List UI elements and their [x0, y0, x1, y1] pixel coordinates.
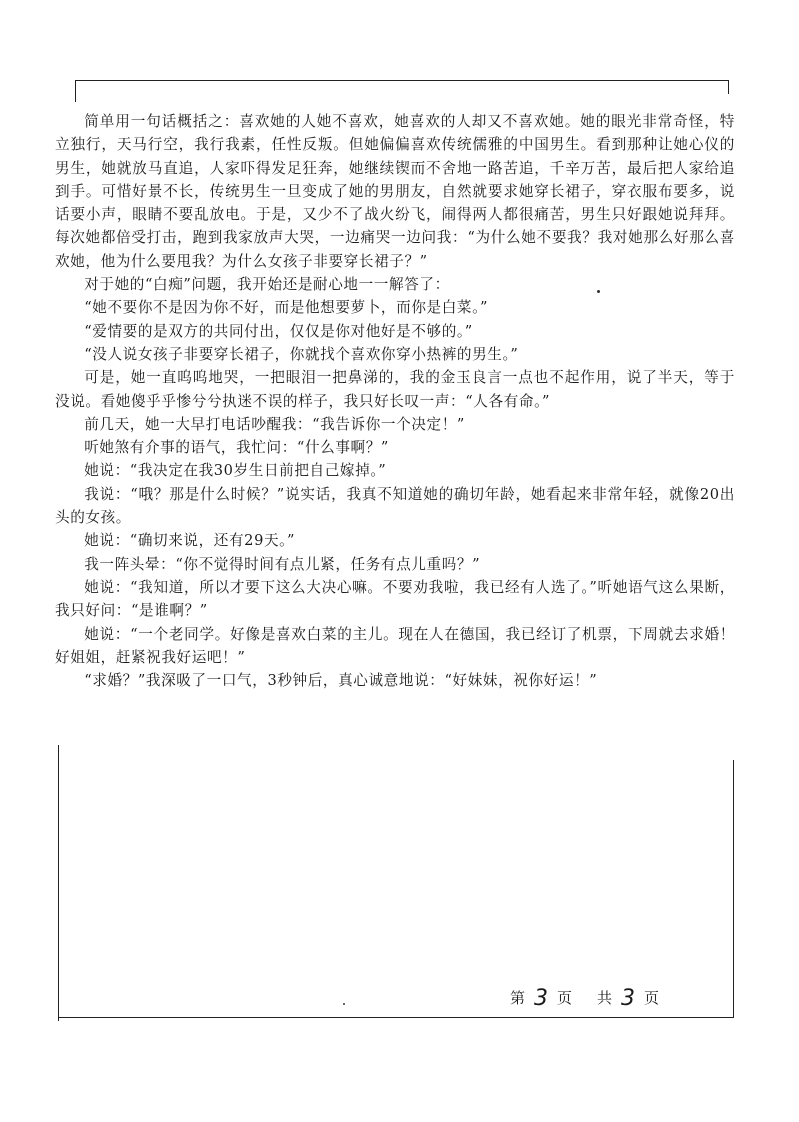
paragraph-10: 我说：“哦？那是什么时候？”说实话，我真不知道她的确切年龄，她看起来非常年轻，就像20出头的女孩。: [55, 485, 735, 527]
scan-speck: [343, 1003, 345, 1005]
paragraph-12: 我一阵头晕：“你不觉得时间有点儿紧，任务有点儿重吗？”: [84, 555, 481, 573]
page-counter: [510, 984, 660, 1009]
paragraph-11: 她说：“确切来说，还有29天。”: [84, 532, 296, 550]
paragraph-14: 她说：“一个老同学。好像是喜欢白菜的主儿。现在人在德国，我已经订了机票，下周就去求婚！好姐姐，赶紧祝我好运吧！”: [55, 625, 735, 666]
top-frame-right-tick: [728, 80, 729, 94]
paragraph-1: 简单用一句话概括之：喜欢她的人她不喜欢，她喜欢的人却又不喜欢她。她的眼光非常奇怪，特立独行，天马行空，我行我素，任性反叛。但她偏偏喜欢传统儒雅的中国男生。看到那种让她心仪的男生，她就放马直追，人家吓得发足狂奔，她继续锲而不舍地一路苦追，千辛万苦，最后把人家给追到手。可惜好景不长，传统男生一旦变成了她的男朋友，自然就要求她穿长裙子，穿衣服布要多，说话要小声，眼睛不要乱放电。于是，又少不了战火纷飞，闹得两人都很痛苦，男生只好跟她说拜拜。每次她都倍受打击，跑到我家放声大哭，一边痛哭一边问我：“为什么她不要我？我对她那么好那么喜欢她，他为什么要甩我？为什么女孩子非要穿长裙子？”: [55, 113, 735, 270]
paragraph-2: 对于她的“白痴”问题，我开始还是耐心地一一解答了：: [84, 276, 450, 294]
paragraph-7: 前几天，她一大早打电话吵醒我：“我告诉你一个决定！”: [84, 415, 465, 433]
paragraph-6: 可是，她一直呜呜地哭，一把眼泪一把鼻涕的，我的金玉良言一点也不起作用，说了半天，等于没说。看她傻乎乎惨兮兮执迷不误的样子，我只好长叹一声：“人各有命。”: [55, 369, 735, 410]
paragraph-5: “没人说女孩子非要穿长裙子，你就找个喜欢你穿小热裤的男生。”: [84, 345, 519, 363]
top-frame-line: [75, 80, 729, 81]
top-frame-left-tick: [75, 80, 76, 102]
paragraph-3: “她不要你不是因为你不好，而是他想要萝卜，而你是白菜。”: [84, 299, 489, 317]
scan-speck: [597, 290, 600, 293]
bottom-frame-right-line: [733, 760, 734, 1017]
total-pages: 3: [621, 986, 637, 1011]
paragraph-4: “爱情要的是双方的共同付出，仅仅是你对他好是不够的。”: [84, 322, 473, 340]
bottom-frame-base-line: [58, 1017, 734, 1018]
page-prefix: 第: [510, 989, 527, 1007]
paragraph-9: 她说：“我决定在我30岁生日前把自己嫁掉。”: [84, 462, 387, 480]
total-prefix: 共: [597, 989, 614, 1007]
paragraph-15: “求婚？”我深吸了一口气，3秒钟后，真心诚意地说：“好妹妹，祝你好运！”: [84, 672, 598, 690]
article-body: [55, 110, 735, 692]
page-unit: 页: [557, 989, 574, 1007]
paragraph-8: 听她煞有介事的语气，我忙问：“什么事啊？”: [84, 439, 389, 457]
page-number: 3: [534, 986, 550, 1011]
bottom-frame-left-line: [58, 745, 59, 1021]
paragraph-13: 她说：“我知道，所以才要下这么大决心嘛。不要劝我啦，我已经有人选了。”听她语气这么果断，我只好问：“是谁啊？”: [55, 578, 735, 620]
total-unit: 页: [644, 989, 661, 1007]
